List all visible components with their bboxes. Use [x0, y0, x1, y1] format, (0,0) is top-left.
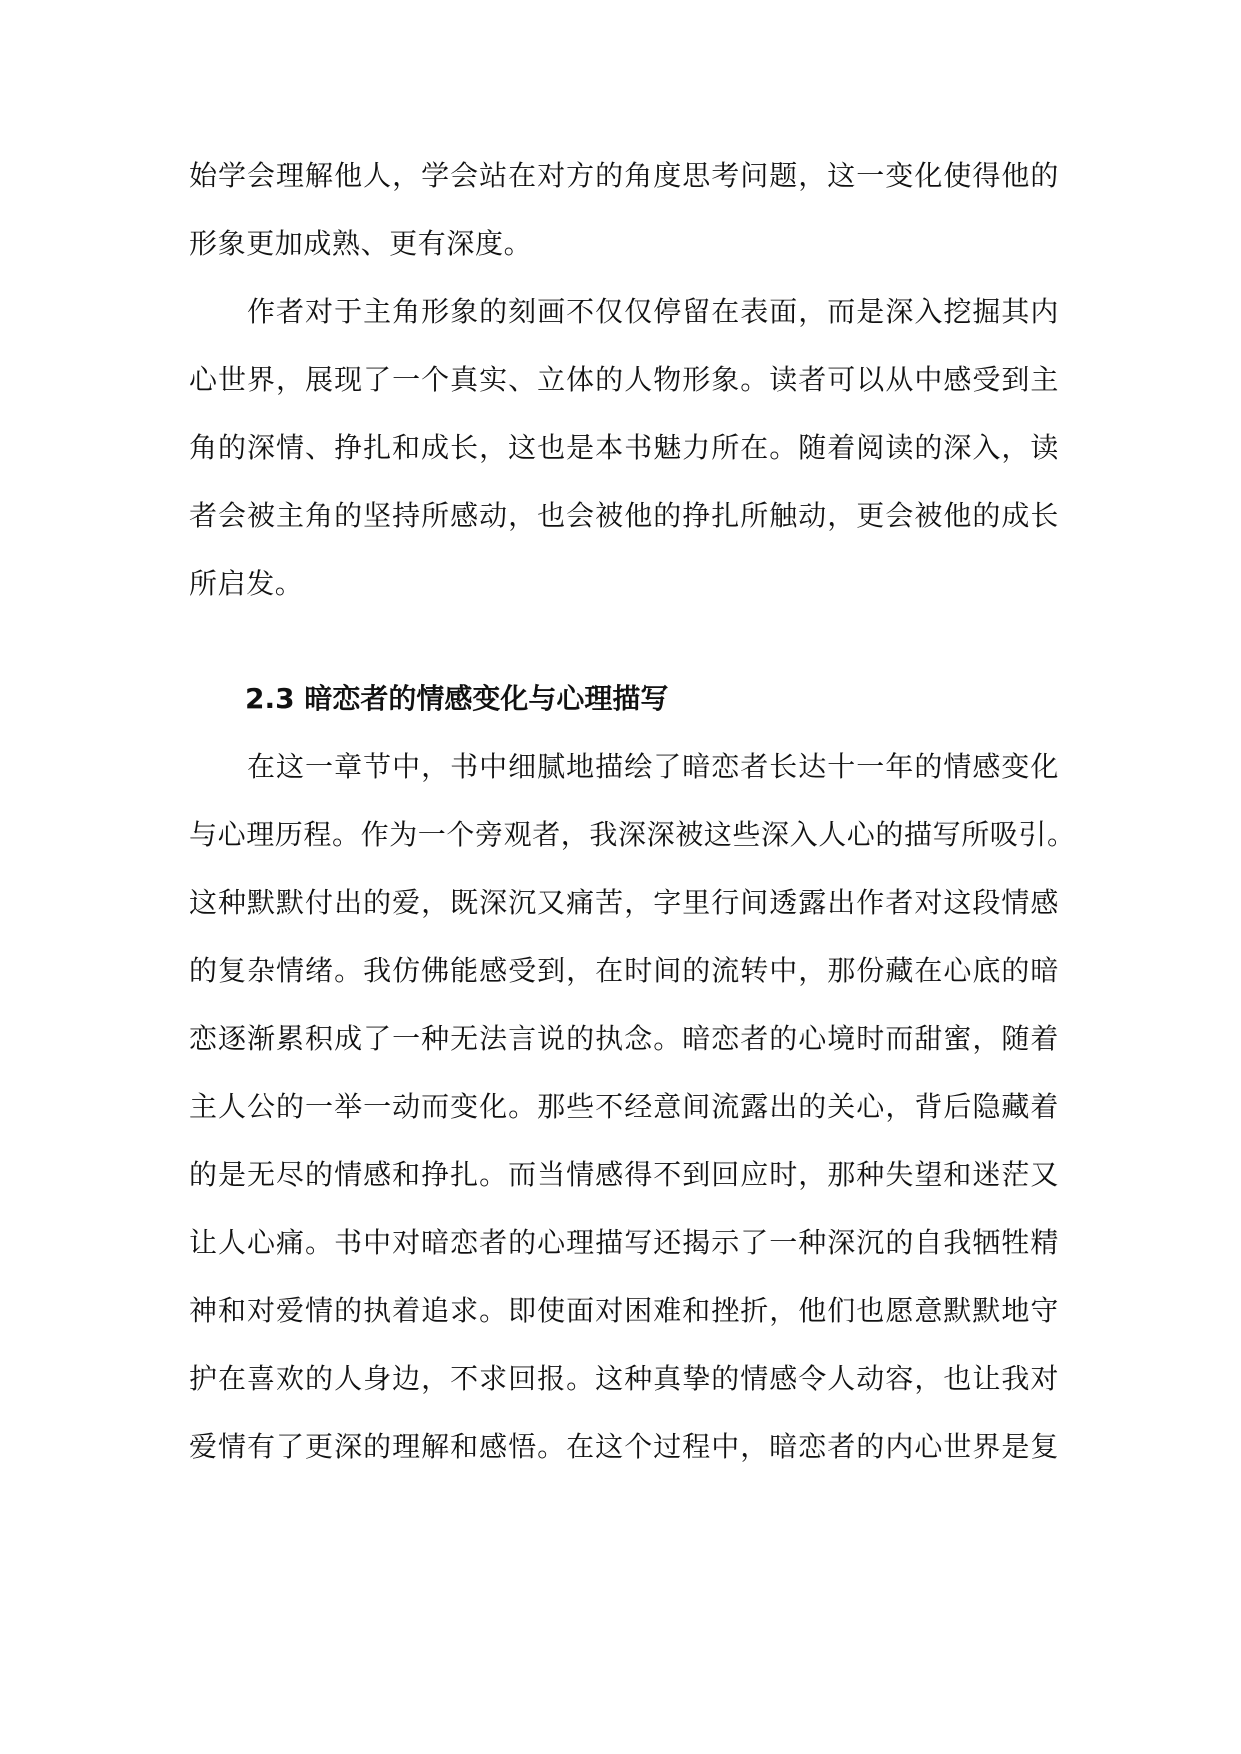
text-line: 者会被主角的坚持所感动，也会被他的挣扎所触动，更会被他的成长 [189, 499, 1059, 532]
text-line: 让人心痛。书中对暗恋者的心理描写还揭示了一种深沉的自我牺牲精 [189, 1226, 1059, 1259]
text-line: 的是无尽的情感和挣扎。而当情感得不到回应时，那种失望和迷茫又 [189, 1158, 1059, 1191]
text-line: 在这一章节中，书中细腻地描绘了暗恋者长达十一年的情感变化 [189, 750, 1059, 783]
text-line: 爱情有了更深的理解和感悟。在这个过程中，暗恋者的内心世界是复 [189, 1430, 1059, 1463]
text-line: 形象更加成熟、更有深度。 [189, 227, 533, 260]
body-text [189, 142, 1076, 1481]
text-line: 心世界，展现了一个真实、立体的人物形象。读者可以从中感受到主 [189, 363, 1059, 396]
paragraph-3 [189, 733, 1076, 1481]
paragraph-1 [189, 142, 1059, 278]
text-line: 主人公的一举一动而变化。那些不经意间流露出的关心，背后隐藏着 [189, 1090, 1059, 1123]
text-line: 始学会理解他人，学会站在对方的角度思考问题，这一变化使得他的 [189, 159, 1059, 192]
text-line: 所启发。 [189, 567, 304, 600]
text-line: 的复杂情绪。我仿佛能感受到，在时间的流转中，那份藏在心底的暗 [189, 954, 1059, 987]
text-line: 这种默默付出的爱，既深沉又痛苦，字里行间透露出作者对这段情感 [189, 886, 1059, 919]
text-line: 恋逐渐累积成了一种无法言说的执念。暗恋者的心境时而甜蜜，随着 [189, 1022, 1059, 1055]
section-spacer [189, 618, 1059, 665]
text-line: 作者对于主角形象的刻画不仅仅停留在表面，而是深入挖掘其内 [189, 295, 1059, 328]
text-line: 护在喜欢的人身边，不求回报。这种真挚的情感令人动容，也让我对 [189, 1362, 1059, 1395]
section-heading: 2.3 暗恋者的情感变化与心理描写 [245, 682, 669, 715]
text-line: 与心理历程。作为一个旁观者，我深深被这些深入人心的描写所吸引。 [189, 818, 1076, 851]
text-line: 角的深情、挣扎和成长，这也是本书魅力所在。随着阅读的深入，读 [189, 431, 1059, 464]
text-line: 神和对爱情的执着追求。即使面对困难和挫折，他们也愿意默默地守 [189, 1294, 1059, 1327]
paragraph-2 [189, 278, 1059, 618]
